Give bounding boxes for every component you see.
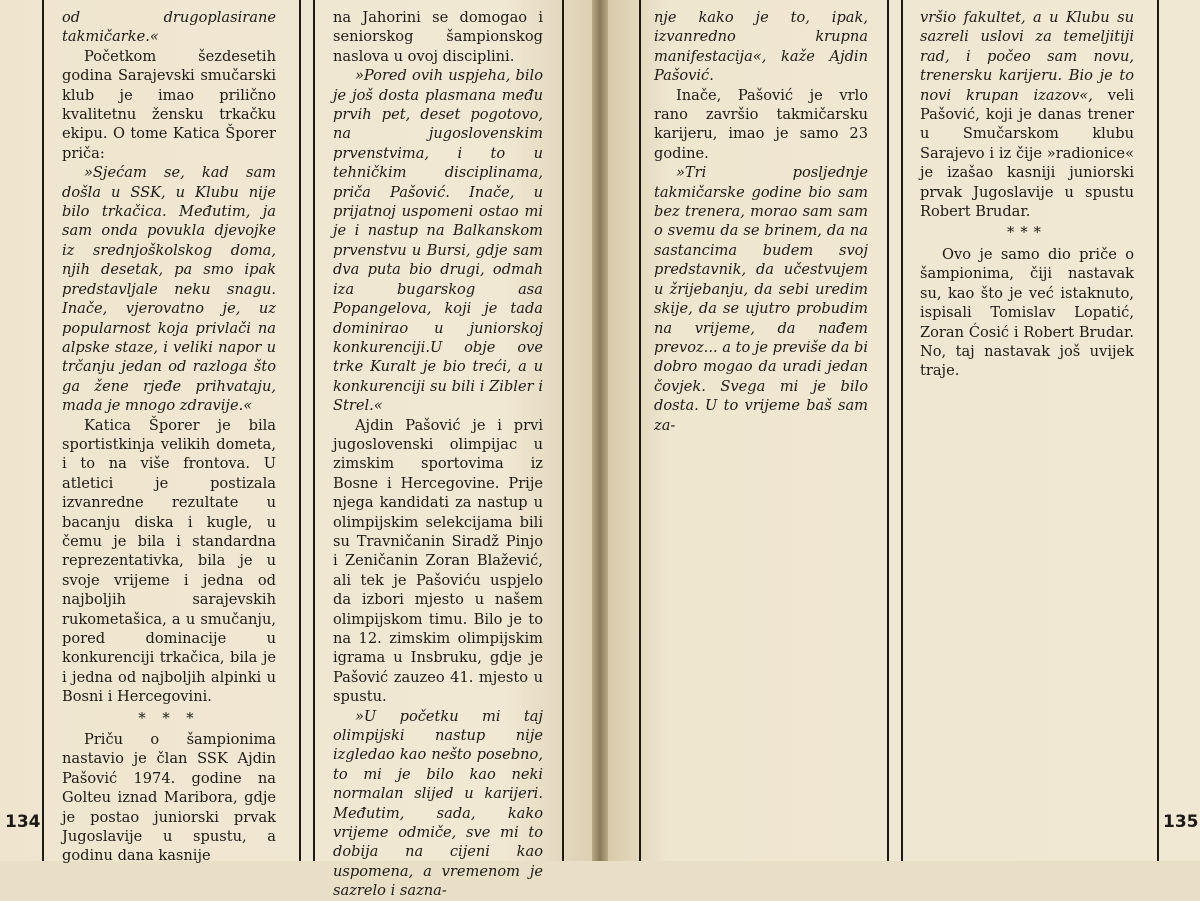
paragraph — [920, 8, 1134, 221]
paragraph: od drugoplasirane takmičarke.« — [62, 9, 276, 46]
paragraph: Početkom šezdesetih godina Sarajevski smučarski klub je imao prilično kvalitetnu žensku trkačku ekipu. O tome Katica Šporer priča: — [62, 47, 276, 162]
book-gutter — [592, 0, 608, 861]
paragraph: Priču o šampionima nastavio je član SSK Ajdin Pašović 1974. godine na Golteu iznad Maribora, gdje je postao juniorski prvak Jugoslavije u spustu, a godinu dana kasnije — [62, 731, 276, 865]
text-column-4 — [920, 8, 1134, 381]
column-rule — [562, 0, 564, 861]
show-through-text — [925, 395, 1165, 835]
column-rule — [313, 0, 315, 861]
paragraph: Katica Šporer je bila sportistkinja velikih dometa, i to na više frontova. U atletici je postizala izvanredne rezultate u bacanju diska i kugle, u čemu je bila i standardna reprezentativka, bila je u svoje vrijeme i jedna od najboljih sarajevskih rukometašica, a u smučanju, pored dominacije u konkurenciji trkačica, bila je i jedna od najboljih alpinki u Bosni i Hercegovini. — [62, 416, 276, 706]
paragraph: na Jahorini se domogao i seniorskog šampionskog naslova u ovoj disciplini. — [333, 9, 543, 65]
column-rule — [639, 0, 641, 861]
text-column-1 — [62, 8, 276, 866]
paragraph: Ajdin Pašović je i prvi jugoslovenski olimpijac u zimskim sportovima iz Bosne i Hercegovine. Prije njega kandidati za nastup u olimpijskim selekcijama bili su Travničanin Siradž Pinjo i Zeničanin Zoran Blažević, ali tek je Pašoviću uspjelo da izbori mjesto u našem olimpijskom timu. Bilo je to na 12. zimskim olimpijskim igrama u Insbruku, gdje je Pašović zauzeo 41. mjesto u spustu. — [333, 416, 543, 706]
text-column-3 — [654, 8, 868, 435]
paragraph: nje kako je to, ipak, izvanredno krupna manifestacija«, kaže Ajdin Pašović. — [654, 9, 868, 85]
paragraph: »Tri posljednje takmičarske godine bio sam bez trenera, morao sam sam o svemu da se brinem, da na sastancima budem svoj predstavnik, da učestvujem u žrijebanju, da sebi uredim skije, da se ujutro probudim na vrijeme, da nađem prevoz... a to je previše da bi dobro mogao da uradi jedan čovjek. Svega mi je bilo dosta. U to vrijeme baš sam za- — [654, 164, 868, 434]
paragraph: »Sjećam se, kad sam došla u SSK, u Klubu nije bilo trkačica. Međutim, ja sam onda povukla djevojke iz srednjoškolskog doma, njih desetak, pa smo ipak predstavljale neku snagu. Inače, vjerovatno je, uz popularnost koja privlači na alpske staze, i veliki napor u trčanju jedan od razloga što ga žene rjeđe prihvataju, mada je mnogo zdravije.« — [62, 164, 276, 415]
section-divider: * * * — [138, 709, 200, 727]
show-through-text — [650, 395, 880, 835]
paragraph: »Pored ovih uspjeha, bilo je još dosta plasmana među prvih pet, deset pogotovo, na jugoslovenskim prvenstvima, i to u tehničkim disciplinama, priča Pašović. Inače, u prijatnoj uspomeni ostao mi je i nastup na Balkanskom prvenstvu u Bursi, gdje sam dva puta bio drugi, odmah iza bugarskog asa Popangelova, koji je tada dominirao u juniorskoj konkurenciji.U obje ove trke Kuralt je bio treći, a u konkurenciji su bili i Zibler i Strel.« — [333, 67, 543, 415]
column-rule — [901, 0, 903, 861]
column-rule — [42, 0, 44, 861]
section-divider: *** — [1007, 224, 1047, 242]
paragraph: Ovo je samo dio priče o šampionima, čiji nastavak su, kao što je već istaknuto, ispisali Tomislav Lopatić, Zoran Ćosić i Robert Brudar. No, taj nastavak još uvijek traje. — [920, 245, 1134, 380]
column-rule — [299, 0, 301, 861]
paragraph: »U početku mi taj olimpijski nastup nije izgledao kao nešto posebno, to mi je bilo kao neki normalan slijed u karijeri. Međutim, sada, kako vrijeme odmiče, sve mi to dobija na cijeni kao uspomena, a vremenom je sazrelo i saznа- — [333, 707, 543, 900]
page-number-right: 135 — [1163, 812, 1199, 832]
paragraph: Inače, Pašović je vrlo rano završio takmičarsku karijeru, imao je samo 23 godine. — [654, 86, 868, 162]
text-run: veli Pašović, koji je danas trener u Smučarskom klubu Sarajevo i iz čije »radionice« je izašao kasniji juniorski prvak Jugoslavije u spustu Robert Brudar. — [920, 86, 1134, 221]
text-run: vršio fakultet, a u Klubu su sazreli uslovi za temeljitiji rad, i počeo sam novu, trenersku karijeru. Bio je to novi krupan izazov«, — [920, 9, 1134, 104]
column-rule — [887, 0, 889, 861]
page-number-left: 134 — [5, 812, 41, 832]
column-rule — [1157, 0, 1159, 861]
text-column-2 — [333, 8, 543, 901]
